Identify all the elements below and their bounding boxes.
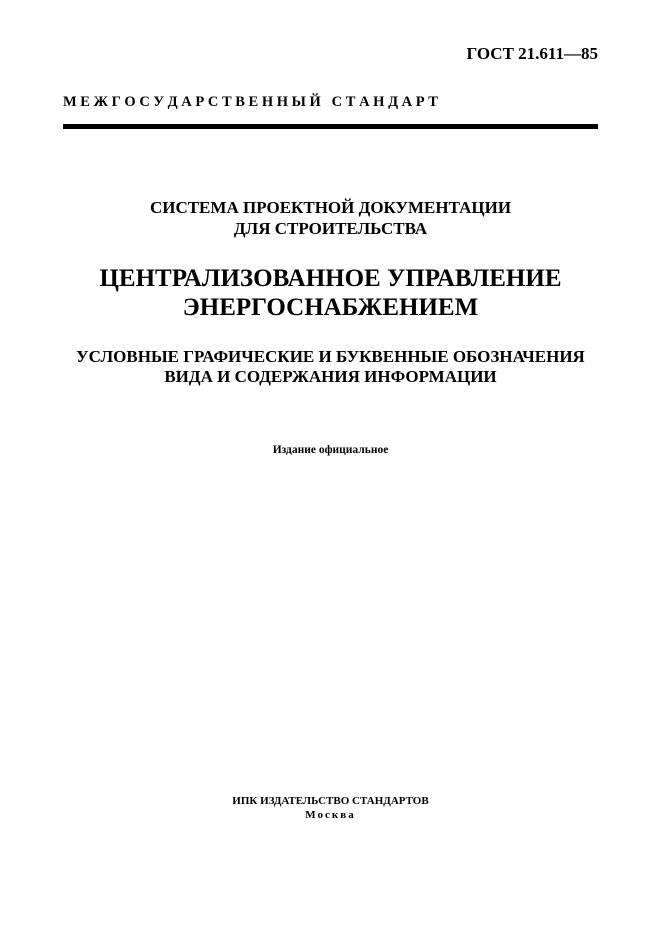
series-title-line-1: СИСТЕМА ПРОЕКТНОЙ ДОКУМЕНТАЦИИ xyxy=(149,198,512,217)
document-subtitle-line-1: УСЛОВНЫЕ ГРАФИЧЕСКИЕ И БУКВЕННЫЕ ОБОЗНАЧЕНИЯ xyxy=(76,347,585,366)
header-rule xyxy=(63,124,598,129)
document-title-line-2: ЭНЕРГОСНАБЖЕНИЕМ xyxy=(182,294,479,321)
document-subtitle-line-2: ВИДА И СОДЕРЖАНИЯ ИНФОРМАЦИИ xyxy=(164,366,497,386)
document-title-line-1: ЦЕНТРАЛИЗОВАННОЕ УПРАВЛЕНИЕ xyxy=(99,265,562,292)
standard-type-heading: М Е Ж Г О С У Д А Р С Т В Е Н Н Ы Й С Т А Н Д А Р Т xyxy=(63,94,438,110)
series-title xyxy=(40,197,621,239)
document-subtitle xyxy=(40,347,621,386)
publisher-city: Москва xyxy=(305,809,356,821)
series-title-line-2: ДЛЯ СТРОИТЕЛЬСТВА xyxy=(233,219,428,238)
document-number: ГОСТ 21.611—85 xyxy=(466,44,598,63)
edition-note: Издание официальное xyxy=(272,444,389,456)
publisher-name: ИПК ИЗДАТЕЛЬСТВО СТАНДАРТОВ xyxy=(232,795,429,807)
document-title xyxy=(40,264,621,322)
